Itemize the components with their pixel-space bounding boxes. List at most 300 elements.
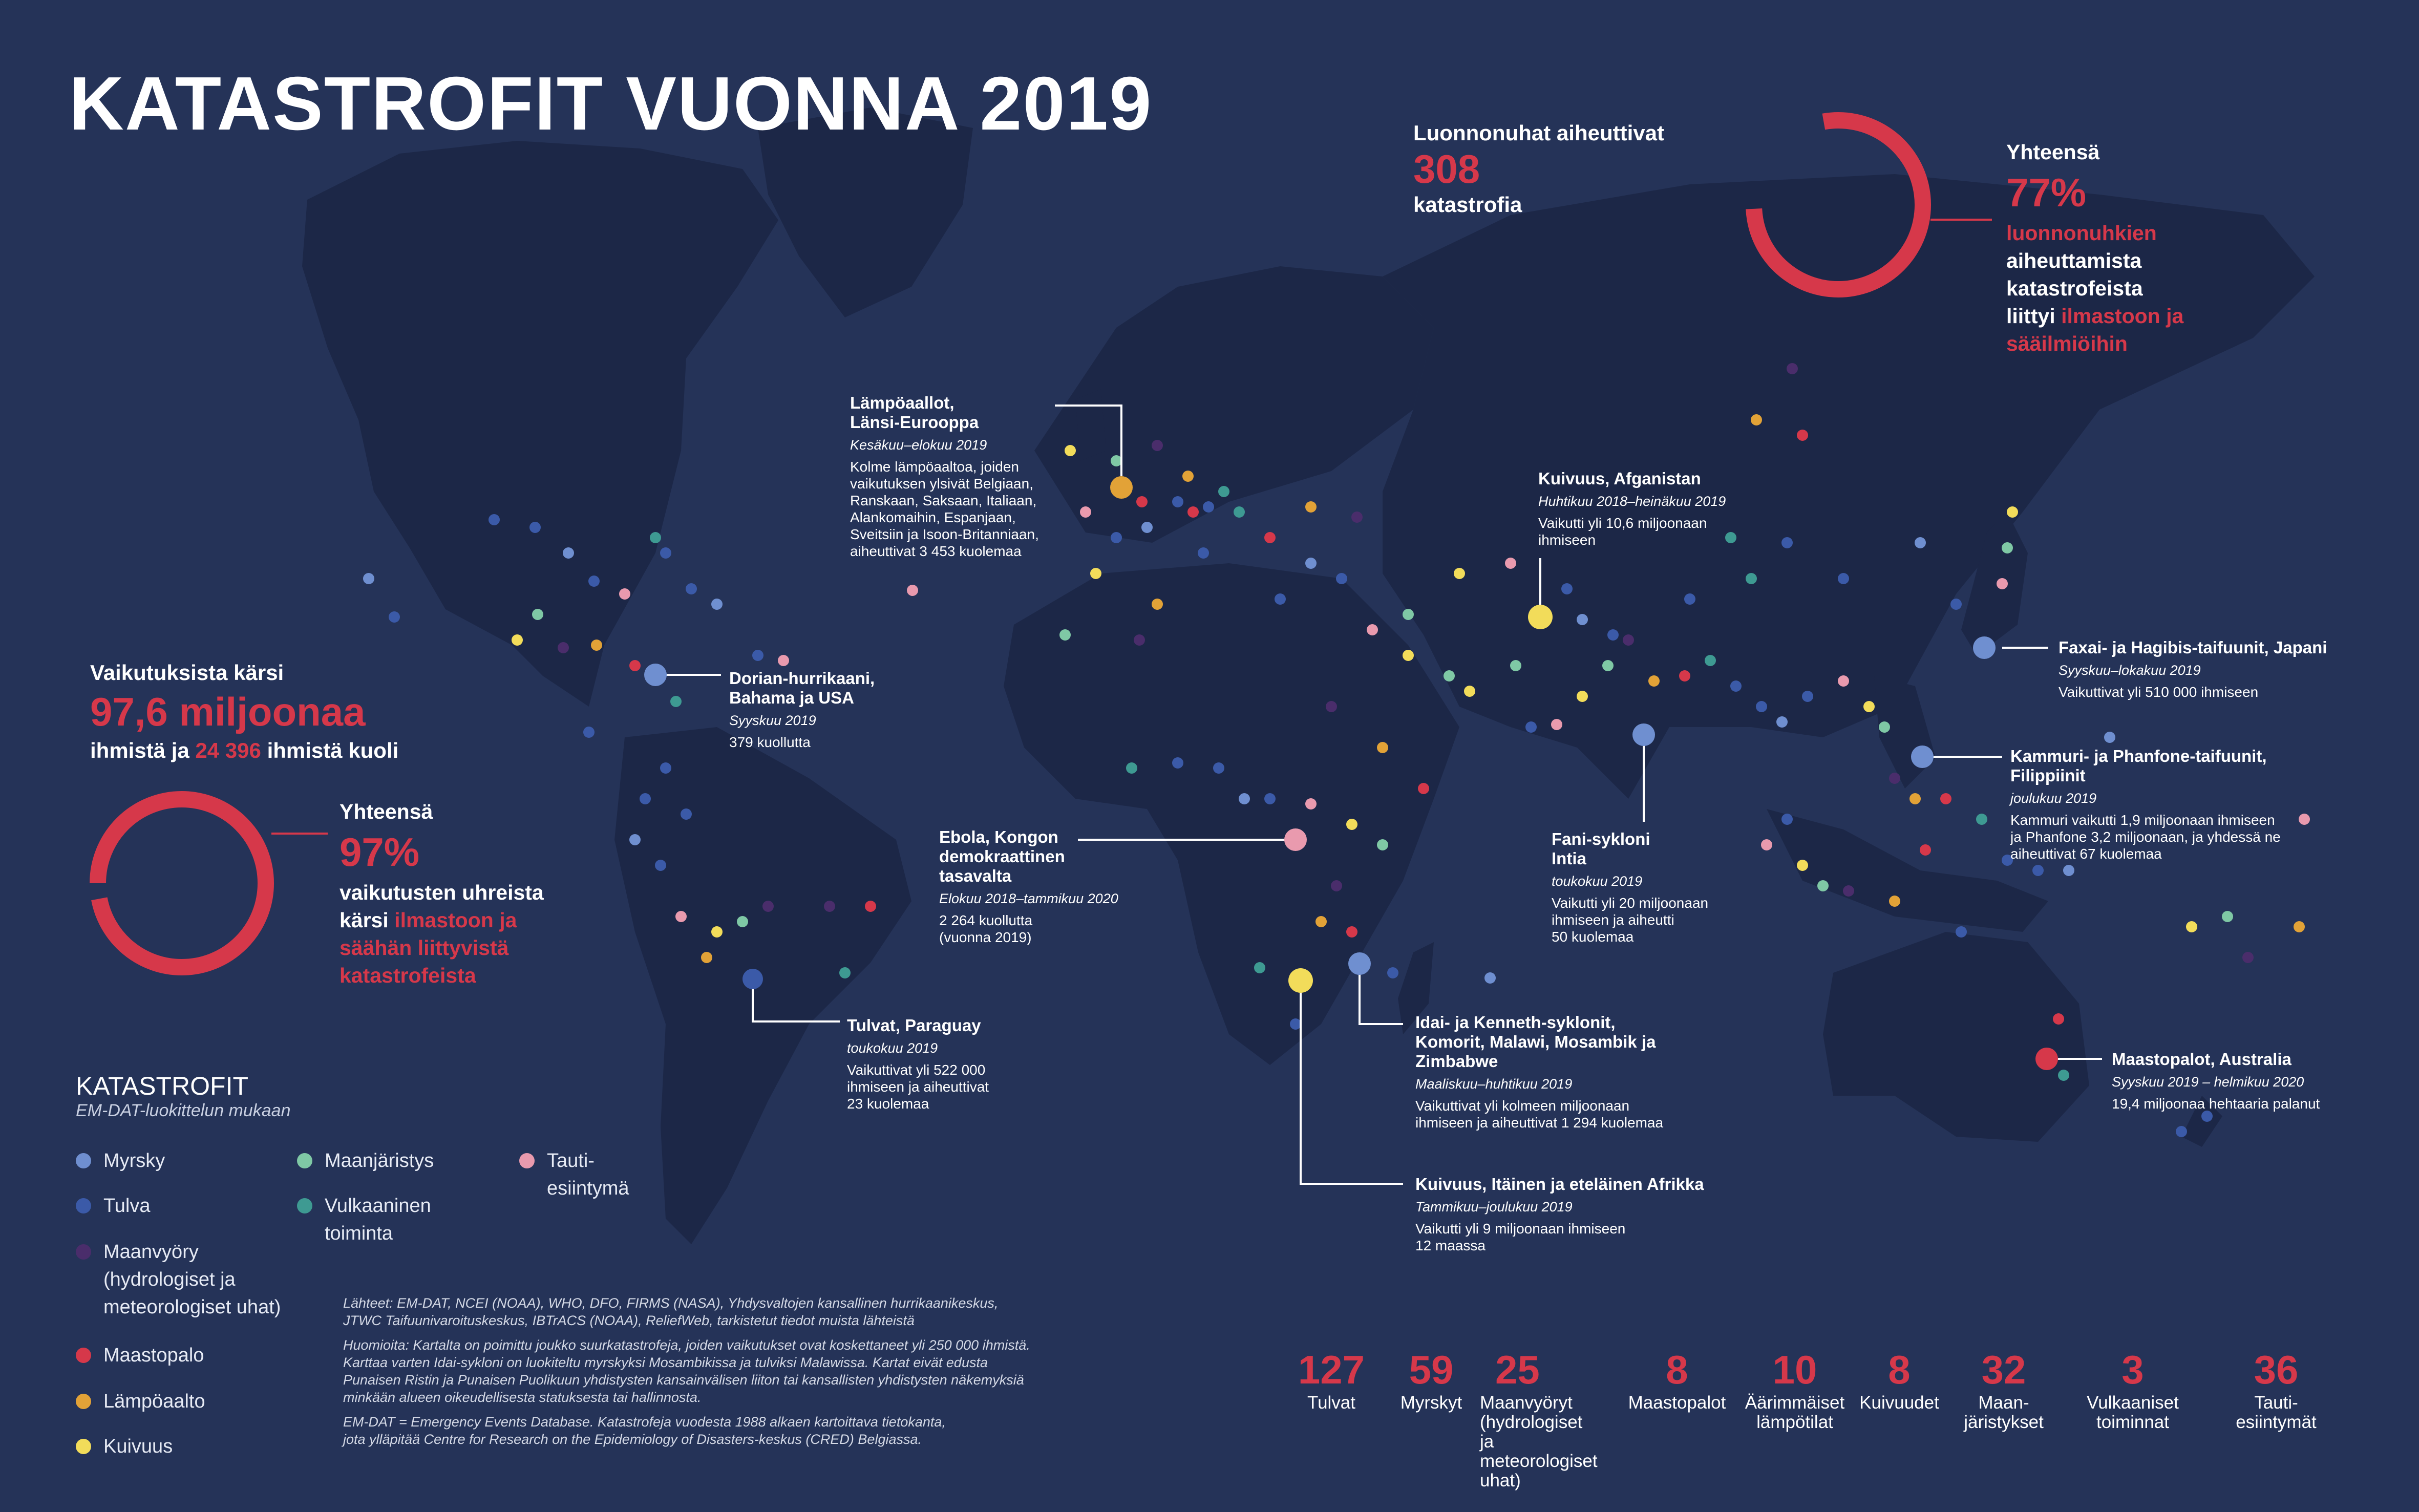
sources-line: JTWC Taifuunivaroituskeskus, IBTrACS (NOAA), ReliefWeb, tarkistetut tiedot muista lähteistä xyxy=(343,1313,915,1328)
event-dot xyxy=(1377,742,1388,753)
event-dot xyxy=(907,585,918,596)
count-label: Tulvat xyxy=(1307,1393,1355,1413)
callout-ebola-desc-line: 2 264 kuollutta xyxy=(939,912,1033,928)
event-dot xyxy=(1254,962,1265,973)
event-dot xyxy=(619,588,630,600)
callout-dorian-title1: Dorian-hurrikaani, xyxy=(729,669,875,688)
count-label: Tauti- xyxy=(2254,1393,2298,1413)
affected-line-a: ihmistä ja xyxy=(90,738,189,762)
event-dot xyxy=(701,952,712,963)
event-dot xyxy=(2104,732,2115,743)
callout-afghan-title: Kuivuus, Afganistan xyxy=(1538,469,1701,488)
event-dot xyxy=(1838,573,1849,584)
event-dot xyxy=(563,547,574,559)
callout-paraguay-floods xyxy=(847,1016,1062,1112)
callout-afghan-desc-line: Vaikutti yli 10,6 miljoonaan xyxy=(1538,515,1707,531)
event-dot xyxy=(1315,916,1327,927)
event-dot xyxy=(1418,783,1429,794)
affected-share-line1: vaikutusten uhreista xyxy=(339,881,544,904)
legend-landslide-line: (hydrologiset ja xyxy=(103,1269,236,1290)
sources xyxy=(343,1294,1142,1455)
affected-line-b: ihmistä kuoli xyxy=(267,738,399,762)
epidemic-dot-icon xyxy=(519,1153,535,1168)
event-dot xyxy=(2058,1070,2069,1081)
drought-dot-icon xyxy=(76,1439,91,1454)
event-dot xyxy=(1275,593,1286,605)
callout-africa-drought-title: Kuivuus, Itäinen ja eteläinen Afrikka xyxy=(1415,1175,1704,1194)
ring-97-arc xyxy=(98,799,266,967)
emdat-line: EM-DAT = Emergency Events Database. Katastrofeja vuodesta 1988 alkaen kartoittava tietokanta, xyxy=(343,1414,946,1430)
event-dot xyxy=(865,901,876,912)
count-number: 59 xyxy=(1409,1347,1454,1392)
event-dot xyxy=(1454,568,1465,579)
callout-heat-europe xyxy=(850,393,1137,560)
callout-heat-date: Kesäkuu–elokuu 2019 xyxy=(850,437,987,453)
event-dot xyxy=(686,583,697,594)
legend-col-2 xyxy=(297,1147,502,1301)
callout-heat-desc-line: Sveitsiin ja Isoon-Britanniaan, xyxy=(850,526,1039,542)
count-number: 36 xyxy=(2254,1347,2299,1392)
count-extreme-temperatures xyxy=(1741,1347,1849,1432)
count-label: Myrskyt xyxy=(1400,1393,1462,1413)
event-dot xyxy=(2294,921,2305,932)
legend-epidemic xyxy=(547,1147,629,1202)
dot-australia-fire xyxy=(2035,1048,2058,1070)
callout-fani xyxy=(1552,829,1756,945)
event-dot xyxy=(1152,599,1163,610)
event-dot xyxy=(1956,926,1967,938)
wildfire-dot-icon xyxy=(76,1348,91,1363)
count-number: 127 xyxy=(1298,1347,1365,1392)
event-dot xyxy=(824,901,835,912)
count-label: uhat) xyxy=(1480,1471,1521,1490)
earthquake-dot-icon xyxy=(297,1153,312,1168)
event-dot xyxy=(1997,578,2008,589)
count-label: järistykset xyxy=(1964,1412,2044,1432)
event-dot xyxy=(1510,660,1521,671)
count-label: Maan- xyxy=(1978,1393,2029,1413)
notes-line: Huomioita: Kartalta on poimittu joukko suurkatastrofeja, joiden vaikutukset ovat koskettaneet yli 250 000 ihmistä. xyxy=(343,1337,1030,1353)
callout-idai-title2: Komorit, Malawi, Mosambik ja xyxy=(1415,1032,1656,1051)
event-dot xyxy=(629,834,641,845)
count-label: Äärimmäiset xyxy=(1745,1393,1845,1413)
climate-share-line4b: ilmastoon ja xyxy=(2061,304,2184,328)
callout-idai-desc-line: Vaikuttivat yli kolmeen miljoonaan xyxy=(1415,1098,1630,1114)
callout-paraguay-desc-line: ihmiseen ja aiheuttivat xyxy=(847,1079,989,1095)
event-dot xyxy=(1577,614,1588,625)
callout-ebola-date: Elokuu 2018–tammikuu 2020 xyxy=(939,891,1118,906)
natural-disasters-unit: katastrofia xyxy=(1413,193,1522,217)
callout-ebola-title1: Ebola, Kongon xyxy=(939,827,1058,846)
event-dot xyxy=(1331,880,1342,891)
count-label: Maastopalot xyxy=(1628,1393,1726,1413)
count-number: 8 xyxy=(1666,1347,1688,1392)
event-dot xyxy=(1684,593,1695,605)
dot-phil-typhoon xyxy=(1911,746,1934,768)
event-dot xyxy=(1305,558,1317,569)
event-dot xyxy=(1889,773,1900,784)
event-dot xyxy=(1203,501,1214,513)
legend-landslide xyxy=(103,1238,281,1321)
event-dot xyxy=(1838,675,1849,687)
count-label: lämpötilat xyxy=(1756,1412,1833,1432)
event-dot xyxy=(2186,921,2197,932)
affected-share-line4: katastrofeista xyxy=(339,964,476,987)
event-dot xyxy=(558,642,569,653)
event-dot xyxy=(1351,512,1363,523)
event-dot xyxy=(1172,496,1183,507)
affected-share-line2a: kärsi xyxy=(339,908,389,932)
count-number: 3 xyxy=(2121,1347,2144,1392)
legend-volcanic-line: toiminta xyxy=(325,1223,393,1244)
event-dot xyxy=(2242,952,2254,963)
event-dot xyxy=(1290,1018,1301,1030)
count-label: Kuivuudet xyxy=(1859,1393,1939,1413)
event-dot xyxy=(737,916,748,927)
count-droughts xyxy=(1845,1347,1953,1413)
count-label: esiintymät xyxy=(2236,1412,2317,1432)
event-dot xyxy=(650,532,661,543)
callout-paraguay-desc-line: 23 kuolemaa xyxy=(847,1096,929,1112)
callout-heat-desc-line: Alankomaihin, Espanjaan, xyxy=(850,509,1016,525)
legend-col-3 xyxy=(519,1147,673,1249)
event-dot xyxy=(1705,655,1716,666)
event-dot xyxy=(2002,542,2013,553)
callout-fani-desc-line: ihmiseen ja aiheutti xyxy=(1552,912,1674,928)
notes-paragraph xyxy=(343,1336,1142,1406)
event-dot xyxy=(1484,972,1496,984)
legend-flood: Tulva xyxy=(103,1195,151,1217)
event-dot xyxy=(512,634,523,646)
event-dot xyxy=(660,762,671,774)
legend-drought: Kuivuus xyxy=(103,1436,173,1457)
callout-heat-desc-line: vaikutuksen ylsivät Belgiaan, xyxy=(850,476,1033,492)
callout-heat-title1: Lämpöaallot, xyxy=(850,393,954,412)
event-dot xyxy=(1059,629,1071,641)
count-floods xyxy=(1278,1347,1385,1413)
callout-idai-title1: Idai- ja Kenneth-syklonit, xyxy=(1415,1013,1616,1032)
affected-share-text xyxy=(339,798,544,989)
emdat-paragraph xyxy=(343,1413,1142,1448)
callout-australia-fires xyxy=(2112,1050,2399,1112)
emdat-line: jota ylläpitää Centre for Research on the Epidemiology of Disasters-keskus (CRED) Belgiassa. xyxy=(343,1432,922,1447)
event-dot xyxy=(489,514,500,525)
legend-title: KATASTROFIT xyxy=(76,1072,249,1100)
callout-japan-date: Syyskuu–lokakuu 2019 xyxy=(2059,663,2201,678)
callout-philippines-typhoons xyxy=(2010,747,2369,862)
event-dot xyxy=(1602,660,1614,671)
volcanic-dot-icon xyxy=(297,1198,312,1213)
dot-idai xyxy=(1348,952,1371,975)
event-dot xyxy=(1141,522,1153,533)
event-dot xyxy=(1879,721,1890,733)
event-dot xyxy=(1781,814,1793,825)
count-label: Vulkaaniset xyxy=(2087,1393,2179,1413)
count-number: 25 xyxy=(1495,1347,1540,1392)
event-dot xyxy=(1863,701,1875,712)
climate-share-line2: aiheuttamista xyxy=(2006,249,2142,272)
event-dot xyxy=(1213,762,1224,774)
event-dot xyxy=(1464,686,1475,697)
legend xyxy=(76,1071,291,1121)
legend-heatwave: Lämpöaalto xyxy=(103,1391,205,1412)
event-dot xyxy=(762,901,774,912)
event-dot xyxy=(1909,793,1921,804)
event-dot xyxy=(2176,1126,2187,1137)
event-dot xyxy=(2222,911,2233,922)
callout-australia-desc-line: 19,4 miljoonaa hehtaaria palanut xyxy=(2112,1096,2320,1112)
event-dot xyxy=(655,860,666,871)
count-wildfires xyxy=(1623,1347,1731,1413)
event-dot xyxy=(629,660,641,671)
callout-fani-date: toukokuu 2019 xyxy=(1552,874,1643,889)
callout-paraguay-desc-line: Vaikuttivat yli 522 000 xyxy=(847,1062,986,1078)
callout-fani-desc-line: Vaikutti yli 20 miljoonaan xyxy=(1552,895,1709,911)
event-dot xyxy=(1889,896,1900,907)
count-label: Maanvyöryt xyxy=(1480,1393,1573,1413)
natural-disasters-stat xyxy=(1413,121,1664,217)
event-dot xyxy=(1976,814,1987,825)
count-storms xyxy=(1377,1347,1485,1413)
callout-idai-title3: Zimbabwe xyxy=(1415,1052,1498,1071)
event-dot xyxy=(1172,757,1183,769)
notes-line: Punaisen Ristin ja Punaisen Puolikuun yhdistysten kansainvälisen liiton tai kansallisten yhdistysten näkemyksiä xyxy=(343,1372,1024,1388)
event-dot xyxy=(1940,793,1951,804)
event-dot xyxy=(1134,634,1145,646)
land-africa xyxy=(1004,563,1459,1065)
affected-intro: Vaikutuksista kärsi xyxy=(90,661,284,685)
climate-share-line4a: liittyi xyxy=(2006,304,2055,328)
event-dot xyxy=(1305,798,1317,810)
event-dot xyxy=(1802,691,1813,702)
event-dot xyxy=(1336,573,1347,584)
event-dot xyxy=(1751,414,1762,425)
legend-earthquake: Maanjäristys xyxy=(325,1150,434,1172)
callout-dorian-desc-line: 379 kuollutta xyxy=(729,734,811,750)
callout-ebola-title3: tasavalta xyxy=(939,866,1012,885)
legend-storm: Myrsky xyxy=(103,1150,165,1172)
callout-paraguay-date: toukokuu 2019 xyxy=(847,1040,938,1056)
event-dot xyxy=(1607,629,1619,641)
callout-afghan-drought xyxy=(1538,469,1784,548)
callout-dorian-title2: Bahama ja USA xyxy=(729,688,854,707)
notes-line: Karttaa varten Idai-sykloni on luokiteltu myrskyksi Mosambikissa ja tulviksi Malawissa. Kartat eivät edusta xyxy=(343,1355,988,1370)
callout-heat-desc-line: Kolme lämpöaaltoa, joiden xyxy=(850,459,1019,475)
callout-africa-drought-desc-line: Vaikutti yli 9 miljoonaan ihmiseen xyxy=(1415,1221,1626,1237)
event-dot xyxy=(640,793,651,804)
affected-number: 97,6 miljoonaa xyxy=(90,689,366,734)
callout-australia-title: Maastopalot, Australia xyxy=(2112,1050,2291,1069)
callout-fani-title2: Intia xyxy=(1552,849,1586,868)
event-dot xyxy=(1915,537,1926,548)
event-dot xyxy=(1950,599,1962,610)
legend-subtitle: EM-DAT-luokittelun mukaan xyxy=(76,1101,291,1120)
storm-dot-icon xyxy=(76,1153,91,1168)
event-dot xyxy=(1239,793,1250,804)
ring-77-arc xyxy=(1741,108,1936,302)
event-dot xyxy=(1577,691,1588,702)
callout-phil-date: joulukuu 2019 xyxy=(2010,791,2097,806)
event-dot xyxy=(1551,719,1562,730)
count-label: (hydrologiset xyxy=(1480,1412,1583,1432)
count-landslides xyxy=(1480,1347,1613,1490)
event-dot xyxy=(1367,624,1378,635)
callout-ebola-desc-line: (vuonna 2019) xyxy=(939,929,1032,945)
count-number: 8 xyxy=(1888,1347,1911,1392)
event-dot xyxy=(1305,501,1317,513)
event-dot xyxy=(1797,430,1808,441)
event-dot xyxy=(1505,558,1516,569)
event-dot xyxy=(1403,650,1414,661)
event-dot xyxy=(532,609,543,620)
event-dot xyxy=(1264,793,1276,804)
event-dot xyxy=(1198,547,1209,559)
event-dot xyxy=(1444,670,1455,682)
event-dot xyxy=(1234,506,1245,518)
climate-share-line5: sääilmiöihin xyxy=(2006,332,2128,355)
callout-phil-title1: Kammuri- ja Phanfone-taifuunit, xyxy=(2010,747,2267,765)
climate-share-line3: katastrofeista xyxy=(2006,276,2143,300)
ring-77-connector xyxy=(1930,219,1992,221)
event-dot xyxy=(778,655,789,666)
notes-line: minkään alueen oikeudellisesta statuksesta tai hallinnosta. xyxy=(343,1390,702,1405)
dot-ebola xyxy=(1284,828,1307,851)
event-dot xyxy=(363,573,374,584)
legend-volcanic-line: Vulkaaninen xyxy=(325,1195,431,1217)
callout-africa-drought-desc-line: 12 maassa xyxy=(1415,1238,1486,1253)
count-number: 32 xyxy=(1981,1347,2026,1392)
dot-africa-drought xyxy=(1288,968,1313,993)
dot-dorian xyxy=(644,664,667,686)
dot-japan-typhoon xyxy=(1973,636,1996,659)
callout-japan-typhoons xyxy=(2059,638,2386,700)
event-dot xyxy=(1623,634,1634,646)
callout-heat-title2: Länsi-Eurooppa xyxy=(850,413,979,432)
dot-afghan-drought xyxy=(1528,605,1553,629)
legend-volcanic xyxy=(325,1192,431,1247)
callout-africa-drought-date: Tammikuu–joulukuu 2019 xyxy=(1415,1199,1573,1215)
callout-japan-title: Faxai- ja Hagibis-taifuunit, Japani xyxy=(2059,638,2327,657)
legend-landslide-line: Maanvyöry xyxy=(103,1241,199,1263)
climate-share-percent: 77% xyxy=(2006,170,2087,215)
event-dot xyxy=(1843,885,1854,897)
callout-paraguay-title: Tulvat, Paraguay xyxy=(847,1016,981,1035)
natural-disasters-intro: Luonnonuhat aiheuttivat xyxy=(1413,121,1664,145)
event-dot xyxy=(1787,363,1798,374)
affected-deaths: 24 396 xyxy=(195,738,261,762)
event-dot xyxy=(2032,865,2044,876)
ring-97-connector xyxy=(271,833,328,835)
natural-disasters-count: 308 xyxy=(1413,146,1480,191)
event-dot xyxy=(389,611,400,623)
callout-idai-kenneth xyxy=(1415,1013,1723,1131)
callout-idai-date: Maaliskuu–huhtikuu 2019 xyxy=(1415,1076,1573,1092)
affected-stat xyxy=(90,661,398,763)
event-dot xyxy=(1403,609,1414,620)
event-dot xyxy=(1761,839,1772,850)
callout-ebola xyxy=(939,827,1154,946)
event-dot xyxy=(1817,880,1829,891)
landslide-dot-icon xyxy=(76,1244,91,1260)
event-dot xyxy=(1756,701,1767,712)
event-dot xyxy=(583,727,595,738)
callout-dorian-date: Syyskuu 2019 xyxy=(729,713,816,728)
climate-share-label: Yhteensä xyxy=(2006,140,2100,164)
event-dot xyxy=(588,576,600,587)
land-indonesia xyxy=(1767,809,2048,932)
callout-australia-date: Syyskuu 2019 – helmikuu 2020 xyxy=(2112,1074,2304,1090)
event-dot xyxy=(1136,496,1148,507)
legend-epidemic-line: Tauti- xyxy=(547,1150,595,1172)
event-dot xyxy=(1561,583,1573,594)
climate-share-text xyxy=(2006,138,2183,357)
count-label: ja meteorologiset xyxy=(1480,1432,1598,1471)
event-dot xyxy=(1797,860,1808,871)
event-dot xyxy=(1648,675,1660,687)
count-number: 10 xyxy=(1772,1347,1817,1392)
callout-heat-desc-line: aiheuttivat 3 453 kuolemaa xyxy=(850,543,1022,559)
event-dot xyxy=(1152,440,1163,451)
land-north-america xyxy=(302,141,778,707)
event-dot xyxy=(1346,819,1357,830)
event-dot xyxy=(591,640,602,651)
callout-phil-desc-line: Kammuri vaikutti 1,9 miljoonaan ihmiseen xyxy=(2010,812,2275,828)
event-dot xyxy=(839,967,851,978)
callout-idai-desc-line: ihmiseen ja aiheuttivat 1 294 kuolemaa xyxy=(1415,1115,1664,1131)
callout-japan-desc-line: Vaikuttivat yli 510 000 ihmiseen xyxy=(2059,684,2259,700)
event-dot xyxy=(681,808,692,820)
heatwave-dot-icon xyxy=(76,1394,91,1409)
affected-share-line3: säähän liittyvistä xyxy=(339,936,509,960)
dot-paraguay-flood xyxy=(742,969,763,989)
affected-share-label: Yhteensä xyxy=(339,800,433,823)
event-dot xyxy=(1920,844,1931,856)
sources-paragraph xyxy=(343,1294,1142,1329)
callout-fani-desc-line: 50 kuolemaa xyxy=(1552,929,1634,945)
event-dot xyxy=(2007,506,2018,518)
event-dot xyxy=(1525,721,1537,733)
event-dot xyxy=(1746,573,1757,584)
count-earthquakes xyxy=(1950,1347,2057,1432)
page-title: KATASTROFIT VUONNA 2019 xyxy=(69,61,1153,146)
callout-africa-drought xyxy=(1415,1175,1774,1254)
affected-share-percent: 97% xyxy=(339,829,420,875)
climate-share-line1: luonnonuhkien xyxy=(2006,221,2157,245)
event-dot xyxy=(529,522,541,533)
event-dot xyxy=(1182,471,1194,482)
event-dot xyxy=(1377,839,1388,850)
event-dot xyxy=(752,650,763,661)
event-dot xyxy=(1218,486,1229,497)
dot-fani xyxy=(1632,723,1655,746)
event-dot xyxy=(1730,680,1742,692)
event-dot xyxy=(1126,762,1137,774)
count-epidemics xyxy=(2222,1347,2330,1432)
legend-landslide-line: meteorologiset uhat) xyxy=(103,1296,281,1318)
callout-phil-desc-line: ja Phanfone 3,2 miljoonaan, ja yhdessä ne xyxy=(2010,829,2281,845)
count-label: toiminnat xyxy=(2096,1412,2170,1432)
legend-wildfire: Maastopalo xyxy=(103,1345,204,1366)
callout-afghan-date: Huhtikuu 2018–heinäkuu 2019 xyxy=(1538,494,1726,509)
callout-phil-title2: Filippiinit xyxy=(2010,766,2086,785)
event-dot xyxy=(2063,865,2074,876)
event-dot xyxy=(1264,532,1276,543)
event-dot xyxy=(1187,506,1199,518)
event-dot xyxy=(670,696,682,707)
event-dot xyxy=(1346,926,1357,938)
event-dot xyxy=(1387,967,1398,978)
event-dot xyxy=(2053,1013,2064,1025)
